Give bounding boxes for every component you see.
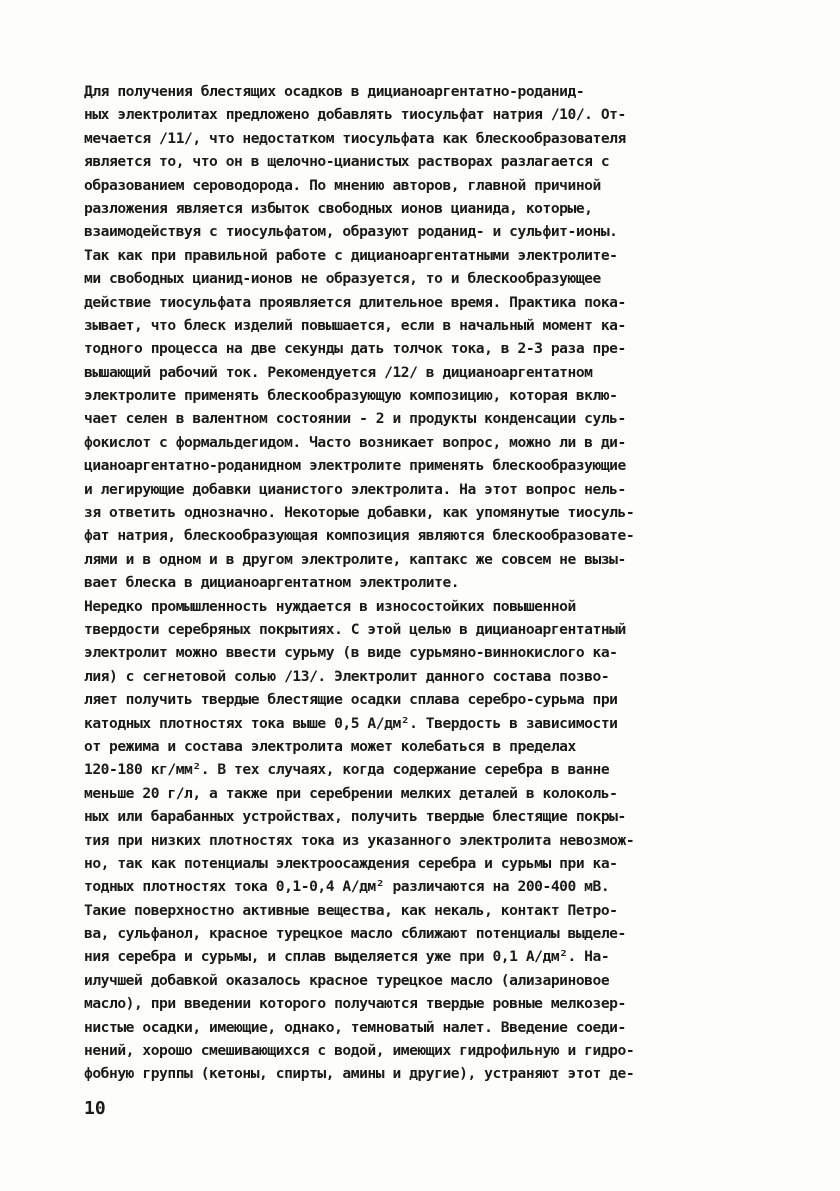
text-line: фобную группы (кетоны, спирты, амины и другие), устраняют этот де- — [84, 1065, 635, 1083]
text-line: ных электролитах предложено добавлять тиосульфат натрия /10/. От- — [84, 106, 626, 124]
text-line: Для получения блестящих осадков в дицианоаргентатно-роданид- — [84, 83, 585, 100]
text-line: меньше 20 г/л, а также при серебрении мелких деталей в колоколь- — [84, 784, 618, 802]
text-line: вышающий рабочий ток. Рекомендуется /12/ в дицианоаргентатном — [84, 363, 593, 381]
text-line: электролит можно ввести сурьму (в виде сурьмяно-виннокислого ка- — [84, 644, 618, 662]
text-line: зя ответить однозначно. Некоторые добавки, как упомянутые тиосуль- — [84, 504, 635, 522]
text-line: взаимодействуя с тиосульфатом, образуют роданид- и сульфит-ионы. — [84, 223, 618, 241]
text-line: ния серебра и сурьмы, и сплав выделяется уже при 0,1 А/дм². На- — [84, 948, 610, 966]
page-number: 10 — [84, 1098, 106, 1119]
text-line: фокислот с формальдегидом. Часто возникает вопрос, можно ли в ди- — [84, 433, 626, 451]
text-line: образованием сероводорода. По мнению авторов, главной причиной — [84, 176, 601, 194]
text-line: от режима и состава электролита может колебаться в пределах — [84, 737, 576, 755]
text-line: цианоаргентатно-роданидном электролите применять блескообразующие — [84, 457, 626, 475]
text-line: фат натрия, блескообразующая композиция являются блескообразовате- — [84, 527, 635, 545]
text-line: тия при низких плотностях тока из указанного электролита невозмож- — [84, 831, 635, 849]
text-line: тодных плотностях тока 0,1-0,4 А/дм² различаются на 200-400 мВ. — [84, 878, 610, 896]
text-line: лями и в одном и в другом электролите, каптакс же совсем не вызы- — [84, 550, 626, 568]
text-line: мечается /11/, что недостатком тиосульфата как блескообразователя — [84, 129, 626, 147]
text-line: чает селен в валентном состоянии - 2 и продукты конденсации суль- — [84, 410, 626, 428]
text-line: зывает, что блеск изделий повышается, если в начальный момент ка- — [84, 316, 626, 334]
text-line: ми свободных цианид-ионов не образуется, то и блескообразующее — [84, 270, 601, 288]
text-line: является то, что он в щелочно-цианистых растворах разлагается с — [84, 153, 610, 171]
text-line: Такие поверхностно активные вещества, как некаль, контакт Петро- — [84, 901, 618, 919]
text-line: электролите применять блескообразующую композицию, которая вклю- — [84, 387, 618, 405]
text-line: но, так как потенциалы электроосаждения серебра и сурьмы при ка- — [84, 854, 618, 872]
text-line: ных или барабанных устройствах, получить твердые блестящие покры- — [84, 808, 626, 826]
text-line: вает блеска в дицианоаргентатном электролите. — [84, 574, 460, 592]
text-line: Так как при правильной работе с дицианоаргентатными электролите- — [84, 246, 618, 264]
text-line: тодного процесса на две секунды дать толчок тока, в 2-3 раза пре- — [84, 340, 626, 358]
text-line: масло), при введении которого получаются твердые ровные мелкозер- — [84, 995, 626, 1013]
text-line: лия) с сегнетовой солью /13/. Электролит данного состава позво- — [84, 667, 610, 685]
text-line: катодных плотностях тока выше 0,5 А/дм². Твердость в зависимости — [84, 714, 618, 732]
text-line: нистые осадки, имеющие, однако, темноватый налет. Введение соеди- — [84, 1018, 626, 1036]
text-line: разложения является избыток свободных ионов цианида, которые, — [84, 199, 593, 217]
text-line: действие тиосульфата проявляется длительное время. Практика пока- — [84, 293, 626, 311]
text-line: нений, хорошо смешивающихся с водой, имеющих гидрофильную и гидро- — [84, 1042, 635, 1060]
text-line: и легирующие добавки цианистого электролита. На этот вопрос нель- — [84, 480, 626, 498]
text-line: ляет получить твердые блестящие осадки сплава серебро-сурьма при — [84, 691, 618, 709]
text-line: ва, сульфанол, красное турецкое масло сближают потенциалы выделе- — [84, 925, 626, 943]
text-line: илучшей добавкой оказалось красное турецкое масло (ализариновое — [84, 971, 610, 989]
text-line: твердости серебряных покрытиях. С этой целью в дицианоаргентатный — [84, 620, 626, 638]
text-line: 120-180 кг/мм². В тех случаях, когда содержание серебра в ванне — [84, 761, 610, 779]
text-line: Нередко промышленность нуждается в износостойких повышенной — [84, 597, 576, 615]
body-text — [84, 80, 724, 1086]
